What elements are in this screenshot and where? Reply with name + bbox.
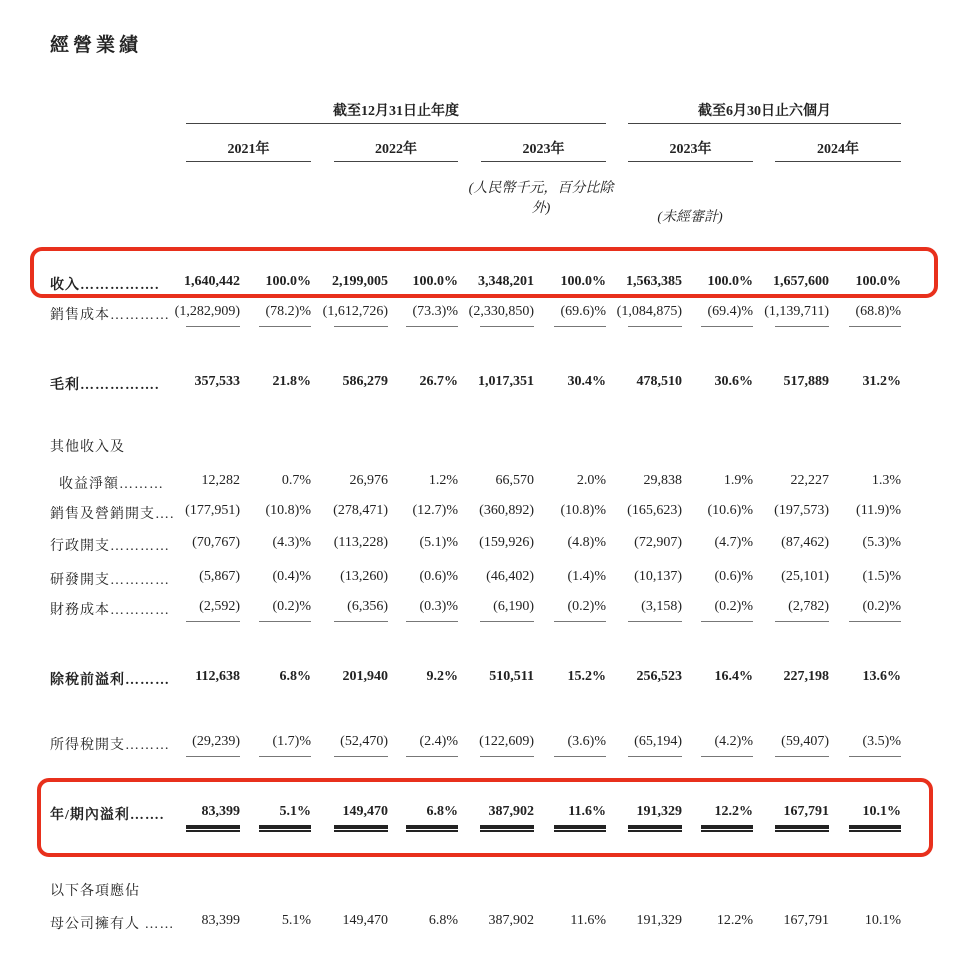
single-underline bbox=[849, 326, 901, 327]
percent-cell: (4.8)% bbox=[567, 535, 606, 550]
single-underline bbox=[480, 621, 534, 622]
percent-cell: (0.6)% bbox=[714, 569, 753, 584]
percent-cell: 1.9% bbox=[723, 473, 753, 488]
single-underline bbox=[701, 326, 753, 327]
percent-cell: (5.1)% bbox=[419, 535, 458, 550]
amount-cell: (2,592) bbox=[199, 599, 240, 614]
percent-cell: (68.8)% bbox=[855, 304, 901, 319]
single-underline bbox=[334, 621, 388, 622]
amount-cell: 112,638 bbox=[195, 669, 240, 684]
row-label: 銷售成本………… bbox=[50, 308, 170, 323]
percent-cell: (4.2)% bbox=[714, 734, 753, 749]
percent-cell: 11.6% bbox=[568, 804, 606, 819]
row-label: 母公司擁有人 …… bbox=[50, 917, 175, 932]
single-underline bbox=[186, 756, 240, 757]
single-underline bbox=[701, 756, 753, 757]
single-underline bbox=[480, 756, 534, 757]
percent-cell: (1.7)% bbox=[272, 734, 311, 749]
amount-cell: (52,470) bbox=[340, 734, 388, 749]
amount-cell: (72,907) bbox=[634, 535, 682, 550]
amount-cell: 167,791 bbox=[783, 804, 829, 819]
percent-cell: 12.2% bbox=[714, 804, 753, 819]
percent-cell: 100.0% bbox=[560, 274, 606, 289]
amount-cell: 191,329 bbox=[636, 804, 682, 819]
year-header: 2023年 bbox=[669, 142, 712, 157]
year-underline bbox=[775, 161, 901, 162]
percent-cell: 9.2% bbox=[426, 669, 458, 684]
amount-cell: (65,194) bbox=[634, 734, 682, 749]
percent-cell: 31.2% bbox=[862, 374, 901, 389]
single-underline bbox=[628, 621, 682, 622]
percent-cell: (10.6)% bbox=[707, 503, 753, 518]
single-underline bbox=[259, 326, 311, 327]
row-label: 行政開支………… bbox=[50, 539, 170, 554]
amount-cell: (177,951) bbox=[185, 503, 240, 518]
single-underline bbox=[701, 621, 753, 622]
amount-cell: 1,017,351 bbox=[478, 374, 534, 389]
amount-cell: 149,470 bbox=[342, 913, 388, 928]
header-divider bbox=[628, 123, 901, 124]
single-underline bbox=[480, 326, 534, 327]
percent-cell: (4.7)% bbox=[714, 535, 753, 550]
percent-cell: (11.9)% bbox=[856, 503, 901, 518]
percent-cell: 21.8% bbox=[272, 374, 311, 389]
percent-cell: 11.6% bbox=[570, 913, 606, 928]
year-underline bbox=[628, 161, 753, 162]
single-underline bbox=[406, 326, 458, 327]
single-underline bbox=[554, 756, 606, 757]
amount-cell: (1,282,909) bbox=[174, 304, 240, 319]
percent-cell: (0.2)% bbox=[272, 599, 311, 614]
amount-cell: (1,612,726) bbox=[322, 304, 388, 319]
percent-cell: (1.5)% bbox=[862, 569, 901, 584]
percent-cell: (4.3)% bbox=[272, 535, 311, 550]
header-group-year: 截至12月31日止年度 bbox=[333, 104, 459, 119]
amount-cell: (6,356) bbox=[347, 599, 388, 614]
single-underline bbox=[849, 621, 901, 622]
year-header: 2024年 bbox=[817, 142, 859, 157]
amount-cell: (87,462) bbox=[781, 535, 829, 550]
amount-cell: (2,330,850) bbox=[468, 304, 534, 319]
percent-cell: (0.2)% bbox=[567, 599, 606, 614]
amount-cell: (29,239) bbox=[192, 734, 240, 749]
amount-cell: (1,139,711) bbox=[764, 304, 829, 319]
amount-cell: 26,976 bbox=[349, 473, 388, 488]
amount-cell: 2,199,005 bbox=[332, 274, 388, 289]
percent-cell: 100.0% bbox=[707, 274, 753, 289]
percent-cell: (0.4)% bbox=[272, 569, 311, 584]
amount-cell: (46,402) bbox=[486, 569, 534, 584]
percent-cell: 10.1% bbox=[862, 804, 901, 819]
single-underline bbox=[628, 326, 682, 327]
percent-cell: 15.2% bbox=[567, 669, 606, 684]
percent-cell: (3.6)% bbox=[567, 734, 606, 749]
amount-cell: (113,228) bbox=[333, 535, 388, 550]
year-header: 2023年 bbox=[522, 142, 565, 157]
single-underline bbox=[186, 621, 240, 622]
amount-cell: 167,791 bbox=[783, 913, 829, 928]
percent-cell: 100.0% bbox=[855, 274, 901, 289]
amount-cell: 149,470 bbox=[342, 804, 388, 819]
percent-cell: (0.2)% bbox=[862, 599, 901, 614]
percent-cell: 13.6% bbox=[862, 669, 901, 684]
percent-cell: 6.8% bbox=[428, 913, 458, 928]
amount-cell: (13,260) bbox=[340, 569, 388, 584]
amount-cell: 83,399 bbox=[201, 913, 240, 928]
amount-cell: 478,510 bbox=[636, 374, 682, 389]
row-label: 毛利……………. bbox=[50, 378, 160, 393]
amount-cell: 256,523 bbox=[636, 669, 682, 684]
amount-cell: (70,767) bbox=[192, 535, 240, 550]
year-header: 2022年 bbox=[375, 142, 417, 157]
percent-cell: (73.3)% bbox=[412, 304, 458, 319]
single-underline bbox=[186, 326, 240, 327]
percent-cell: (1.4)% bbox=[567, 569, 606, 584]
single-underline bbox=[406, 756, 458, 757]
year-header: 2021年 bbox=[227, 142, 270, 157]
percent-cell: 5.1% bbox=[281, 913, 311, 928]
amount-cell: (10,137) bbox=[634, 569, 682, 584]
amount-cell: 510,511 bbox=[489, 669, 534, 684]
amount-cell: (159,926) bbox=[479, 535, 534, 550]
amount-cell: 83,399 bbox=[201, 804, 240, 819]
percent-cell: (12.7)% bbox=[412, 503, 458, 518]
highlight-box-revenue bbox=[30, 247, 938, 298]
percent-cell: 100.0% bbox=[265, 274, 311, 289]
year-underline bbox=[481, 161, 606, 162]
amount-cell: 387,902 bbox=[488, 913, 534, 928]
amount-cell: 517,889 bbox=[783, 374, 829, 389]
percent-cell: (3.5)% bbox=[862, 734, 901, 749]
amount-cell: 387,902 bbox=[488, 804, 534, 819]
single-underline bbox=[406, 621, 458, 622]
percent-cell: 30.4% bbox=[567, 374, 606, 389]
amount-cell: 1,563,385 bbox=[626, 274, 682, 289]
percent-cell: 0.7% bbox=[281, 473, 311, 488]
percent-cell: 16.4% bbox=[714, 669, 753, 684]
percent-cell: (0.3)% bbox=[419, 599, 458, 614]
percent-cell: 12.2% bbox=[716, 913, 753, 928]
percent-cell: (0.6)% bbox=[419, 569, 458, 584]
single-underline bbox=[259, 756, 311, 757]
highlight-box-profit bbox=[37, 778, 933, 857]
single-underline bbox=[554, 326, 606, 327]
single-underline bbox=[334, 326, 388, 327]
amount-cell: (25,101) bbox=[781, 569, 829, 584]
row-label: 除稅前溢利……… bbox=[50, 673, 170, 688]
percent-cell: 30.6% bbox=[714, 374, 753, 389]
row-label: 研發開支………… bbox=[50, 573, 170, 588]
percent-cell: (0.2)% bbox=[714, 599, 753, 614]
row-label: 所得稅開支……… bbox=[50, 738, 170, 753]
percent-cell: (5.3)% bbox=[862, 535, 901, 550]
percent-cell: (2.4)% bbox=[419, 734, 458, 749]
amount-cell: 1,640,442 bbox=[184, 274, 240, 289]
single-underline bbox=[334, 756, 388, 757]
amount-cell: (5,867) bbox=[199, 569, 240, 584]
percent-cell: (10.8)% bbox=[560, 503, 606, 518]
amount-cell: (3,158) bbox=[641, 599, 682, 614]
amount-cell: (59,407) bbox=[781, 734, 829, 749]
amount-cell: 22,227 bbox=[790, 473, 829, 488]
row-label: 以下各項應佔 bbox=[50, 884, 140, 899]
amount-cell: 29,838 bbox=[643, 473, 682, 488]
amount-cell: (360,892) bbox=[479, 503, 534, 518]
single-underline bbox=[775, 326, 829, 327]
percent-cell: (69.4)% bbox=[707, 304, 753, 319]
amount-cell: (6,190) bbox=[493, 599, 534, 614]
row-label: 銷售及營銷開支…. bbox=[50, 507, 175, 522]
row-label: 其他收入及 bbox=[50, 440, 125, 455]
amount-cell: 201,940 bbox=[342, 669, 388, 684]
amount-cell: 1,657,600 bbox=[773, 274, 829, 289]
percent-cell: 100.0% bbox=[412, 274, 458, 289]
amount-cell: 66,570 bbox=[495, 473, 534, 488]
amount-cell: (1,084,875) bbox=[616, 304, 682, 319]
single-underline bbox=[259, 621, 311, 622]
percent-cell: 5.1% bbox=[279, 804, 311, 819]
amount-cell: (122,609) bbox=[479, 734, 534, 749]
single-underline bbox=[628, 756, 682, 757]
single-underline bbox=[775, 621, 829, 622]
percent-cell: (78.2)% bbox=[265, 304, 311, 319]
single-underline bbox=[849, 756, 901, 757]
amount-cell: 3,348,201 bbox=[478, 274, 534, 289]
single-underline bbox=[554, 621, 606, 622]
header-group-halfyear: 截至6月30日止六個月 bbox=[698, 104, 831, 119]
amount-cell: 357,533 bbox=[194, 374, 240, 389]
row-label: 財務成本………… bbox=[50, 603, 170, 618]
row-label: 收入……………. bbox=[50, 278, 160, 293]
percent-cell: 26.7% bbox=[419, 374, 458, 389]
row-label: 收益淨額……… bbox=[50, 477, 164, 492]
amount-cell: (165,623) bbox=[627, 503, 682, 518]
amount-cell: 586,279 bbox=[342, 374, 388, 389]
percent-cell: 6.8% bbox=[426, 804, 458, 819]
amount-cell: (197,573) bbox=[774, 503, 829, 518]
section-title: 經營業績 bbox=[50, 34, 143, 56]
amount-cell: 12,282 bbox=[201, 473, 240, 488]
header-divider bbox=[186, 123, 606, 124]
percent-cell: 10.1% bbox=[864, 913, 901, 928]
percent-cell: 6.8% bbox=[279, 669, 311, 684]
amount-cell: 191,329 bbox=[636, 913, 682, 928]
year-underline bbox=[334, 161, 458, 162]
percent-cell: 1.2% bbox=[428, 473, 458, 488]
percent-cell: (69.6)% bbox=[560, 304, 606, 319]
year-underline bbox=[186, 161, 311, 162]
single-underline bbox=[775, 756, 829, 757]
percent-cell: (10.8)% bbox=[265, 503, 311, 518]
currency-note: (人民幣千元，百分比除外) bbox=[468, 181, 614, 216]
amount-cell: (278,471) bbox=[333, 503, 388, 518]
row-label: 年/期內溢利……. bbox=[50, 808, 165, 823]
percent-cell: 1.3% bbox=[871, 473, 901, 488]
percent-cell: 2.0% bbox=[576, 473, 606, 488]
amount-cell: (2,782) bbox=[788, 599, 829, 614]
amount-cell: 227,198 bbox=[783, 669, 829, 684]
unaudited-note: (未經審計) bbox=[657, 210, 723, 225]
